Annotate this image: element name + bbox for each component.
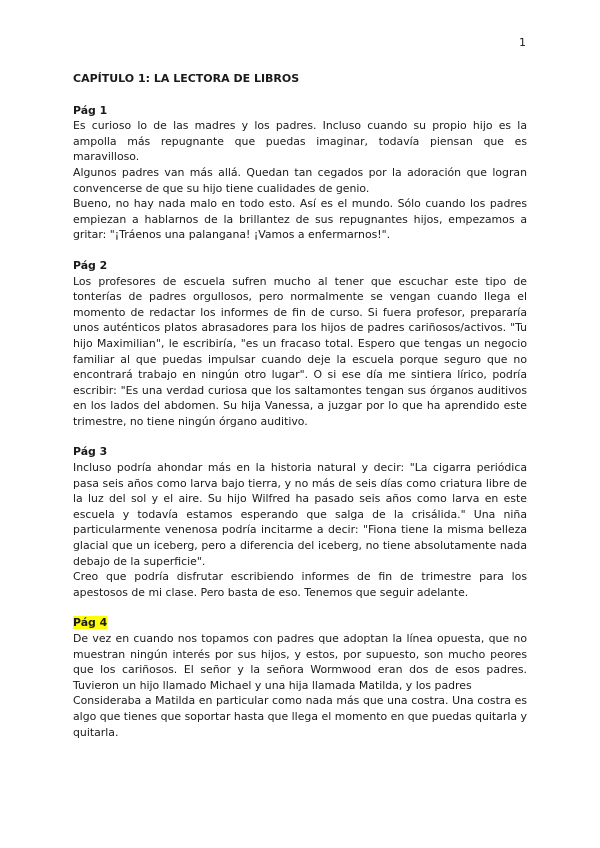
paragraph: Creo que podría disfrutar escribiendo informes de fin de trimestre para los apestosos de mi clase. Pero basta de eso. Tenemos que seguir adelante. xyxy=(73,570,527,599)
section-pag-4 xyxy=(73,615,527,740)
paragraph: Los profesores de escuela sufren mucho al tener que escuchar este tipo de tonterías de padres orgullosos, pero normalmente se vengan cuando llega el momento de redactar los informes de fin de curso. Si fuera profesor, prepararía unos auténticos platos abrasadores para los hijos de padres cariñosos/activos. "Tu hijo Maximilian", le escribiría, "es un fracaso total. Espero que tengas un negocio familiar al que puedas impulsar cuando deje la escuela porque seguro que no encontrará trabajo en ningún otro lugar". O si ese día me sintiera lírico, podría escribir: "Es una verdad curiosa que los saltamontes tengan sus órganos auditivos en los lados del abdomen. Su hija Vanessa, a juzgar por lo que ha aprendido este trimestre, no tiene ningún órgano auditivo. xyxy=(73,274,527,428)
page-number: 1 xyxy=(519,36,526,49)
section-heading-highlighted xyxy=(73,615,527,631)
paragraph: De vez en cuando nos topamos con padres que adoptan la línea opuesta, que no muestran ningún interés por sus hijos, y estos, por supuesto, son mucho peores que los cariñosos. El señor y la señora Wormwood eran dos de esos padres. Tuvieron un hijo llamado Michael y una hija llamada Matilda, y los padres xyxy=(73,632,527,692)
highlighted-heading-text: Pág 4 xyxy=(73,616,108,630)
paragraph: Algunos padres van más allá. Quedan tan cegados por la adoración que logran convencerse de que su hijo tiene cualidades de genio. xyxy=(73,165,527,195)
section-pag-1 xyxy=(73,103,527,243)
paragraph: Consideraba a Matilda en particular como nada más que una costra. Una costra es algo que tienes que soportar hasta que llega el momento en que puedas quitarla y quitarla. xyxy=(73,694,527,739)
paragraph: Bueno, no hay nada malo en todo esto. Así es el mundo. Sólo cuando los padres empiezan a hablarnos de la brillantez de sus repugnantes hijos, empezamos a gritar: "¡Tráenos una palangana! ¡Vamos a enfermarnos!". xyxy=(73,197,527,242)
paragraph: Es curioso lo de las madres y los padres. Incluso cuando su propio hijo es la ampolla más repugnante que puedas imaginar, todavía piensan que es maravilloso. xyxy=(73,119,527,164)
document-body xyxy=(73,71,527,755)
section-pag-2 xyxy=(73,258,527,430)
chapter-title: CAPÍTULO 1: LA LECTORA DE LIBROS xyxy=(73,72,300,85)
section-heading: Pág 1 xyxy=(73,103,108,117)
section-heading: Pág 3 xyxy=(73,445,108,459)
paragraph: Incluso podría ahondar más en la historia natural y decir: "La cigarra periódica pasa seis años como larva bajo tierra, y no más de seis días como criatura libre de la luz del sol y el aire. Su hijo Wilfred ha pasado seis años como larva en este escuela y todavía estamos esperando que salga de la crisálida." Una niña particularmente venenosa podría incitarme a decir: "Fiona tiene la misma belleza glacial que un iceberg, pero a diferencia del iceberg, no tiene absolutamente nada debajo de la superficie". xyxy=(73,461,527,568)
section-heading: Pág 2 xyxy=(73,258,108,272)
section-pag-3 xyxy=(73,444,527,600)
